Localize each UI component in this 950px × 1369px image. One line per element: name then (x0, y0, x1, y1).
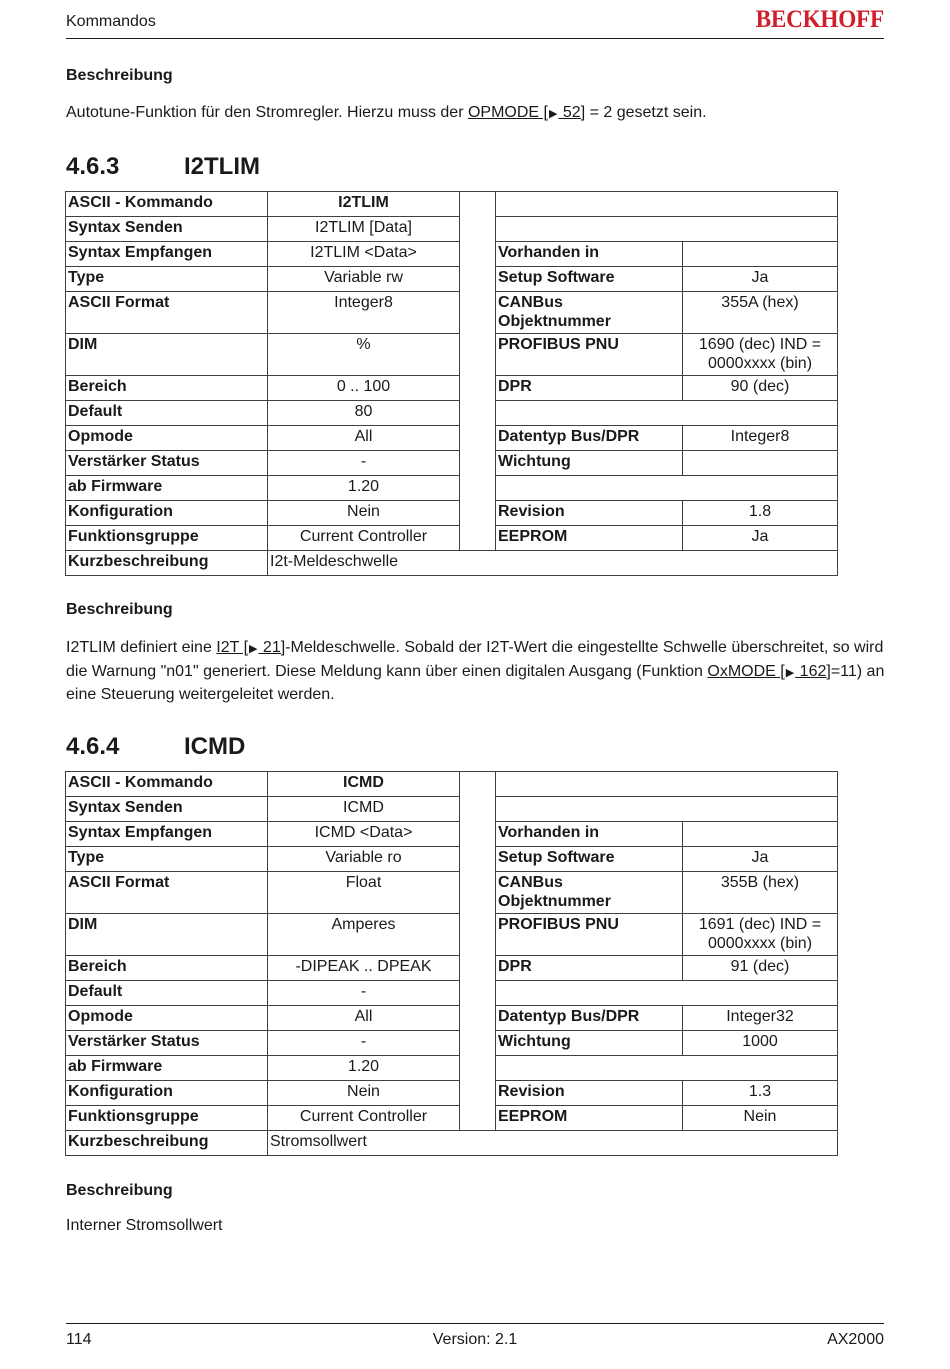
row-label: Type (66, 847, 268, 872)
row-label: Bereich (66, 956, 268, 981)
table-row (66, 401, 838, 426)
spacer-cell (460, 1081, 496, 1106)
bus-value: 1.8 (683, 501, 838, 526)
row-label: Verstärker Status (66, 1031, 268, 1056)
row-value: I2TLIM <Data> (268, 242, 460, 267)
row-value: - (268, 981, 460, 1006)
row-label: ASCII Format (66, 292, 268, 334)
row-value: 1.20 (268, 1056, 460, 1081)
section-title-icmd (66, 733, 245, 761)
bus-label: Wichtung (496, 451, 683, 476)
section-name: ICMD (184, 733, 246, 760)
beckhoff-logo: BECKHOFF (755, 6, 884, 33)
table-row (66, 981, 838, 1006)
bus-label: Datentyp Bus/DPR (496, 426, 683, 451)
section-number: 4.6.3 (66, 153, 120, 180)
spacer-cell (460, 501, 496, 526)
spacer-cell (460, 451, 496, 476)
table-row (66, 1106, 838, 1131)
table-row (66, 376, 838, 401)
spacer-cell (460, 426, 496, 451)
row-value: ICMD (268, 772, 460, 797)
row-label: Syntax Senden (66, 797, 268, 822)
row-value: ICMD <Data> (268, 822, 460, 847)
bus-label: Wichtung (496, 1031, 683, 1056)
intro-text: Autotune-Funktion für den Stromregler. Hierzu muss der (66, 104, 468, 121)
bus-value (683, 822, 838, 847)
table-row (66, 1031, 838, 1056)
page-arrow-icon: ▶ (785, 666, 795, 679)
row-label: Bereich (66, 376, 268, 401)
bus-value: 355B (hex) (683, 872, 838, 914)
spacer-cell (460, 292, 496, 334)
i2tlim-desc-text-2: -Meldeschwelle. Sobald der I2T-Wert die eingestellte Schwelle überschreitet, so wird die Warnung "n01" generiert. Diese Meldung kann über einen digitalen Ausgang (Funktion (66, 639, 884, 680)
row-value: - (268, 451, 460, 476)
table-row (66, 426, 838, 451)
table-row (66, 822, 838, 847)
spacer-cell (460, 401, 496, 426)
bus-label: EEPROM (496, 526, 683, 551)
page-number: 114 (66, 1331, 92, 1348)
row-label: DIM (66, 334, 268, 376)
row-value: Nein (268, 501, 460, 526)
opmode-link[interactable] (468, 104, 585, 121)
opmode-link-page: 52] (558, 104, 586, 121)
row-value: 80 (268, 401, 460, 426)
table-row (66, 797, 838, 822)
spacer-cell (460, 872, 496, 914)
spacer-cell (460, 192, 496, 217)
spacer-cell (460, 956, 496, 981)
bus-label: Vorhanden in (496, 822, 683, 847)
bus-value: 1690 (dec) IND = 0000xxxx (bin) (683, 334, 838, 376)
bus-empty-cell (496, 192, 838, 217)
bus-label: PROFIBUS PNU (496, 334, 683, 376)
bus-empty-cell (496, 476, 838, 501)
bus-empty-cell (496, 1056, 838, 1081)
bus-empty-cell (496, 981, 838, 1006)
table-row (66, 772, 838, 797)
spacer-cell (460, 981, 496, 1006)
row-label: Konfiguration (66, 501, 268, 526)
spacer-cell (460, 847, 496, 872)
row-value: All (268, 1006, 460, 1031)
row-label: Funktionsgruppe (66, 1106, 268, 1131)
row-value: I2TLIM [Data] (268, 217, 460, 242)
table-row (66, 476, 838, 501)
row-label: ASCII - Kommando (66, 192, 268, 217)
row-label: ASCII - Kommando (66, 772, 268, 797)
bus-label: Setup Software (496, 847, 683, 872)
table-row-kurzbeschreibung (66, 551, 838, 576)
bus-value: 355A (hex) (683, 292, 838, 334)
intro-paragraph (66, 102, 886, 126)
spacer-cell (460, 1106, 496, 1131)
spacer-cell (460, 476, 496, 501)
bus-value: 1691 (dec) IND = 0000xxxx (bin) (683, 914, 838, 956)
table-row (66, 526, 838, 551)
row-label: Verstärker Status (66, 451, 268, 476)
table-row (66, 847, 838, 872)
row-label: Syntax Senden (66, 217, 268, 242)
bus-label: CANBus Objektnummer (496, 872, 683, 914)
row-value: Nein (268, 1081, 460, 1106)
page-footer (66, 1323, 884, 1354)
bus-empty-cell (496, 401, 838, 426)
command-table-icmd (65, 771, 838, 1156)
table-row (66, 242, 838, 267)
row-value: Variable rw (268, 267, 460, 292)
command-table-i2tlim (65, 191, 838, 576)
row-label: Syntax Empfangen (66, 822, 268, 847)
row-value: Current Controller (268, 1106, 460, 1131)
oxmode-link-page: 162] (795, 662, 831, 680)
row-label: ab Firmware (66, 1056, 268, 1081)
table-row (66, 956, 838, 981)
bus-value (683, 451, 838, 476)
row-label: Konfiguration (66, 1081, 268, 1106)
bus-value (683, 242, 838, 267)
table-row (66, 501, 838, 526)
kurzbeschreibung-value: I2t-Meldeschwelle (268, 551, 838, 576)
i2t-link-page: 21] (258, 639, 286, 656)
bus-value: 91 (dec) (683, 956, 838, 981)
row-label: Kurzbeschreibung (66, 1131, 268, 1156)
bus-value: 90 (dec) (683, 376, 838, 401)
bus-label: DPR (496, 956, 683, 981)
row-label: Opmode (66, 1006, 268, 1031)
spacer-cell (460, 376, 496, 401)
bus-label: DPR (496, 376, 683, 401)
kurzbeschreibung-value: Stromsollwert (268, 1131, 838, 1156)
spacer-cell (460, 797, 496, 822)
spacer-cell (460, 1031, 496, 1056)
opmode-link-label: OPMODE [ (467, 104, 548, 121)
table-row (66, 1056, 838, 1081)
bus-empty-cell (496, 797, 838, 822)
row-value: Current Controller (268, 526, 460, 551)
table-row (66, 1006, 838, 1031)
row-label: Type (66, 267, 268, 292)
i2tlim-desc-text: I2TLIM definiert eine (66, 639, 217, 656)
header-title: Kommandos (66, 13, 156, 30)
table-row (66, 192, 838, 217)
bus-value: 1.3 (683, 1081, 838, 1106)
bus-value: Ja (683, 526, 838, 551)
bus-label: PROFIBUS PNU (496, 914, 683, 956)
table-row (66, 292, 838, 334)
product-name: AX2000 (827, 1331, 884, 1348)
table-row (66, 267, 838, 292)
row-value: Amperes (268, 914, 460, 956)
table-row (66, 451, 838, 476)
i2tlim-desc-heading: Beschreibung (66, 601, 173, 618)
page-header (66, 6, 884, 39)
spacer-cell (460, 1056, 496, 1081)
table-row (66, 872, 838, 914)
bus-empty-cell (496, 217, 838, 242)
bus-label: EEPROM (496, 1106, 683, 1131)
row-value: -DIPEAK .. DPEAK (268, 956, 460, 981)
row-label: Opmode (66, 426, 268, 451)
row-value: - (268, 1031, 460, 1056)
spacer-cell (460, 334, 496, 376)
row-value: % (268, 334, 460, 376)
bus-value: Integer8 (683, 426, 838, 451)
row-value: Integer8 (268, 292, 460, 334)
spacer-cell (460, 1006, 496, 1031)
page-arrow-icon: ▶ (548, 108, 558, 120)
table-row (66, 914, 838, 956)
bus-label: Vorhanden in (496, 242, 683, 267)
icmd-desc-heading: Beschreibung (66, 1182, 173, 1199)
row-label: Funktionsgruppe (66, 526, 268, 551)
bus-label: CANBus Objektnummer (496, 292, 683, 334)
row-label: ab Firmware (66, 476, 268, 501)
version-label: Version: 2.1 (432, 1331, 518, 1348)
i2tlim-desc-paragraph (66, 637, 886, 707)
spacer-cell (460, 217, 496, 242)
section-name: I2TLIM (184, 153, 260, 180)
spacer-cell (460, 267, 496, 292)
row-label: Default (66, 401, 268, 426)
bus-value: Ja (683, 267, 838, 292)
section-title-i2tlim (66, 153, 260, 181)
row-value: ICMD (268, 797, 460, 822)
bus-label: Setup Software (496, 267, 683, 292)
table-row (66, 217, 838, 242)
intro-text-after: = 2 gesetzt sein. (585, 104, 707, 121)
bus-label: Revision (496, 1081, 683, 1106)
spacer-cell (460, 822, 496, 847)
bus-value: Integer32 (683, 1006, 838, 1031)
row-label: Syntax Empfangen (66, 242, 268, 267)
spacer-cell (460, 242, 496, 267)
page-arrow-icon: ▶ (249, 643, 258, 655)
table-row-kurzbeschreibung (66, 1131, 838, 1156)
i2tlim-desc-text-3: =11) an eine Steuerung weitergeleitet werden. (66, 662, 885, 703)
row-label: Default (66, 981, 268, 1006)
oxmode-link[interactable] (707, 663, 830, 680)
bus-empty-cell (496, 772, 838, 797)
table-row (66, 334, 838, 376)
section-number: 4.6.4 (66, 733, 120, 760)
bus-value: 1000 (683, 1031, 838, 1056)
spacer-cell (460, 772, 496, 797)
icmd-desc-paragraph: Interner Stromsollwert (66, 1217, 223, 1234)
row-label: ASCII Format (66, 872, 268, 914)
i2t-link[interactable] (216, 639, 285, 656)
spacer-cell (460, 526, 496, 551)
bus-label: Revision (496, 501, 683, 526)
oxmode-link-label: OxMODE [ (707, 662, 785, 680)
bus-value: Nein (683, 1106, 838, 1131)
table-row (66, 1081, 838, 1106)
bus-label: Datentyp Bus/DPR (496, 1006, 683, 1031)
row-value: 0 .. 100 (268, 376, 460, 401)
row-label: DIM (66, 914, 268, 956)
intro-heading: Beschreibung (66, 67, 173, 84)
row-value: 1.20 (268, 476, 460, 501)
row-label: Kurzbeschreibung (66, 551, 268, 576)
row-value: Variable ro (268, 847, 460, 872)
row-value: I2TLIM (268, 192, 460, 217)
i2t-link-label: I2T [ (216, 639, 249, 656)
bus-value: Ja (683, 847, 838, 872)
row-value: Float (268, 872, 460, 914)
row-value: All (268, 426, 460, 451)
spacer-cell (460, 914, 496, 956)
